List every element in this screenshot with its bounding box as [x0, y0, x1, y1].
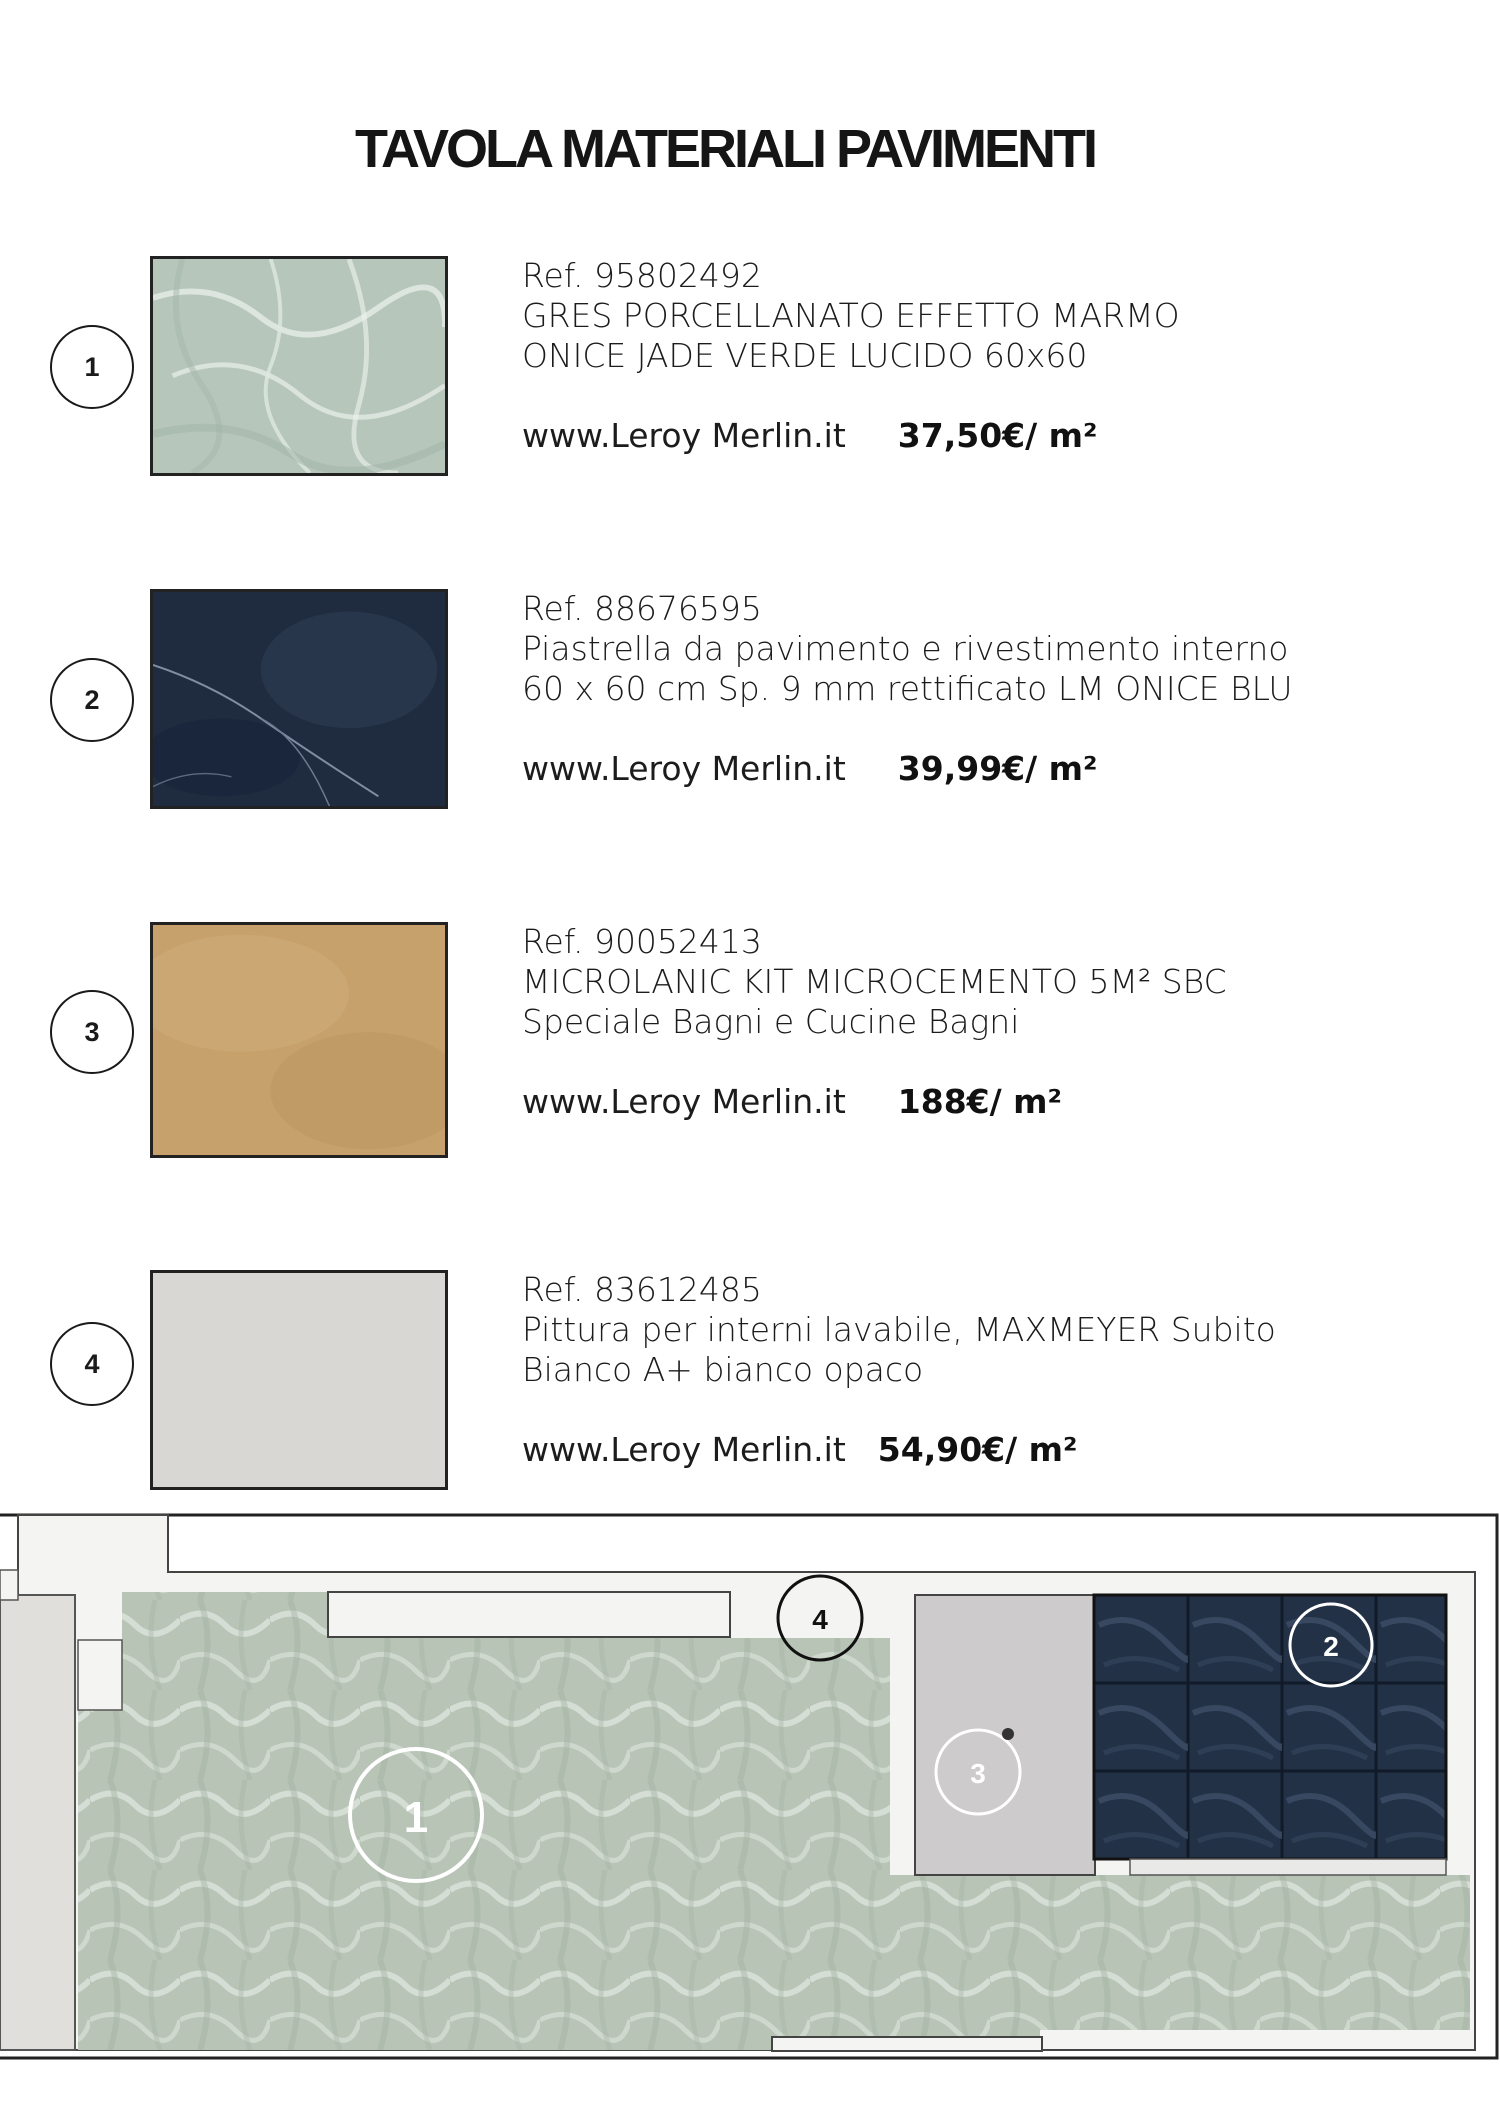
material-number-badge: 3 — [50, 990, 134, 1074]
material-price: 39,99€/ m² — [897, 749, 1098, 788]
plan-label-1: 1 — [403, 1793, 429, 1842]
material-info-1 — [522, 256, 1422, 476]
material-number-badge: 2 — [50, 658, 134, 742]
material-site-link[interactable]: www.Leroy Merlin.it — [522, 416, 846, 455]
plan-label-4: 4 — [812, 1604, 828, 1635]
material-info-4 — [522, 1270, 1422, 1490]
material-swatch-green-marble — [150, 256, 448, 476]
material-site-link[interactable]: www.Leroy Merlin.it — [522, 1430, 846, 1469]
material-price: 188€/ m² — [897, 1082, 1063, 1121]
material-description: Piastrella da pavimento e rivestimento interno 60 x 60 cm Sp. 9 mm rettificato LM ONICE BLU — [522, 629, 1293, 708]
material-description: MICROLANIC KIT MICROCEMENTO 5M² SBC Speciale Bagni e Cucine Bagni — [522, 962, 1227, 1041]
material-description: GRES PORCELLANATO EFFETTO MARMO ONICE JADE VERDE LUCIDO 60x60 — [522, 296, 1180, 375]
material-site-link[interactable]: www.Leroy Merlin.it — [522, 749, 846, 788]
material-number-badge: 4 — [50, 1322, 134, 1406]
floor-plan — [0, 1510, 1500, 2070]
material-site-link[interactable]: www.Leroy Merlin.it — [522, 1082, 846, 1121]
plan-label-3: 3 — [970, 1758, 986, 1789]
material-ref: Ref. 95802492 — [522, 256, 762, 295]
material-ref: Ref. 88676595 — [522, 589, 762, 628]
material-swatch-white-paint — [150, 1270, 448, 1490]
plan-label-2: 2 — [1323, 1631, 1339, 1662]
material-description: Pittura per interni lavabile, MAXMEYER Subito Bianco A+ bianco opaco — [522, 1310, 1276, 1389]
material-swatch-microcement — [150, 922, 448, 1158]
material-price: 37,50€/ m² — [897, 416, 1098, 455]
material-info-2 — [522, 589, 1422, 809]
page-title: TAVOLA MATERIALI PAVIMENTI — [355, 119, 1095, 179]
material-info-3 — [522, 922, 1422, 1158]
material-ref: Ref. 90052413 — [522, 922, 762, 961]
material-ref: Ref. 83612485 — [522, 1270, 762, 1309]
material-price: 54,90€/ m² — [877, 1430, 1078, 1469]
material-number-badge: 1 — [50, 325, 134, 409]
material-swatch-blue-onyx — [150, 589, 448, 809]
